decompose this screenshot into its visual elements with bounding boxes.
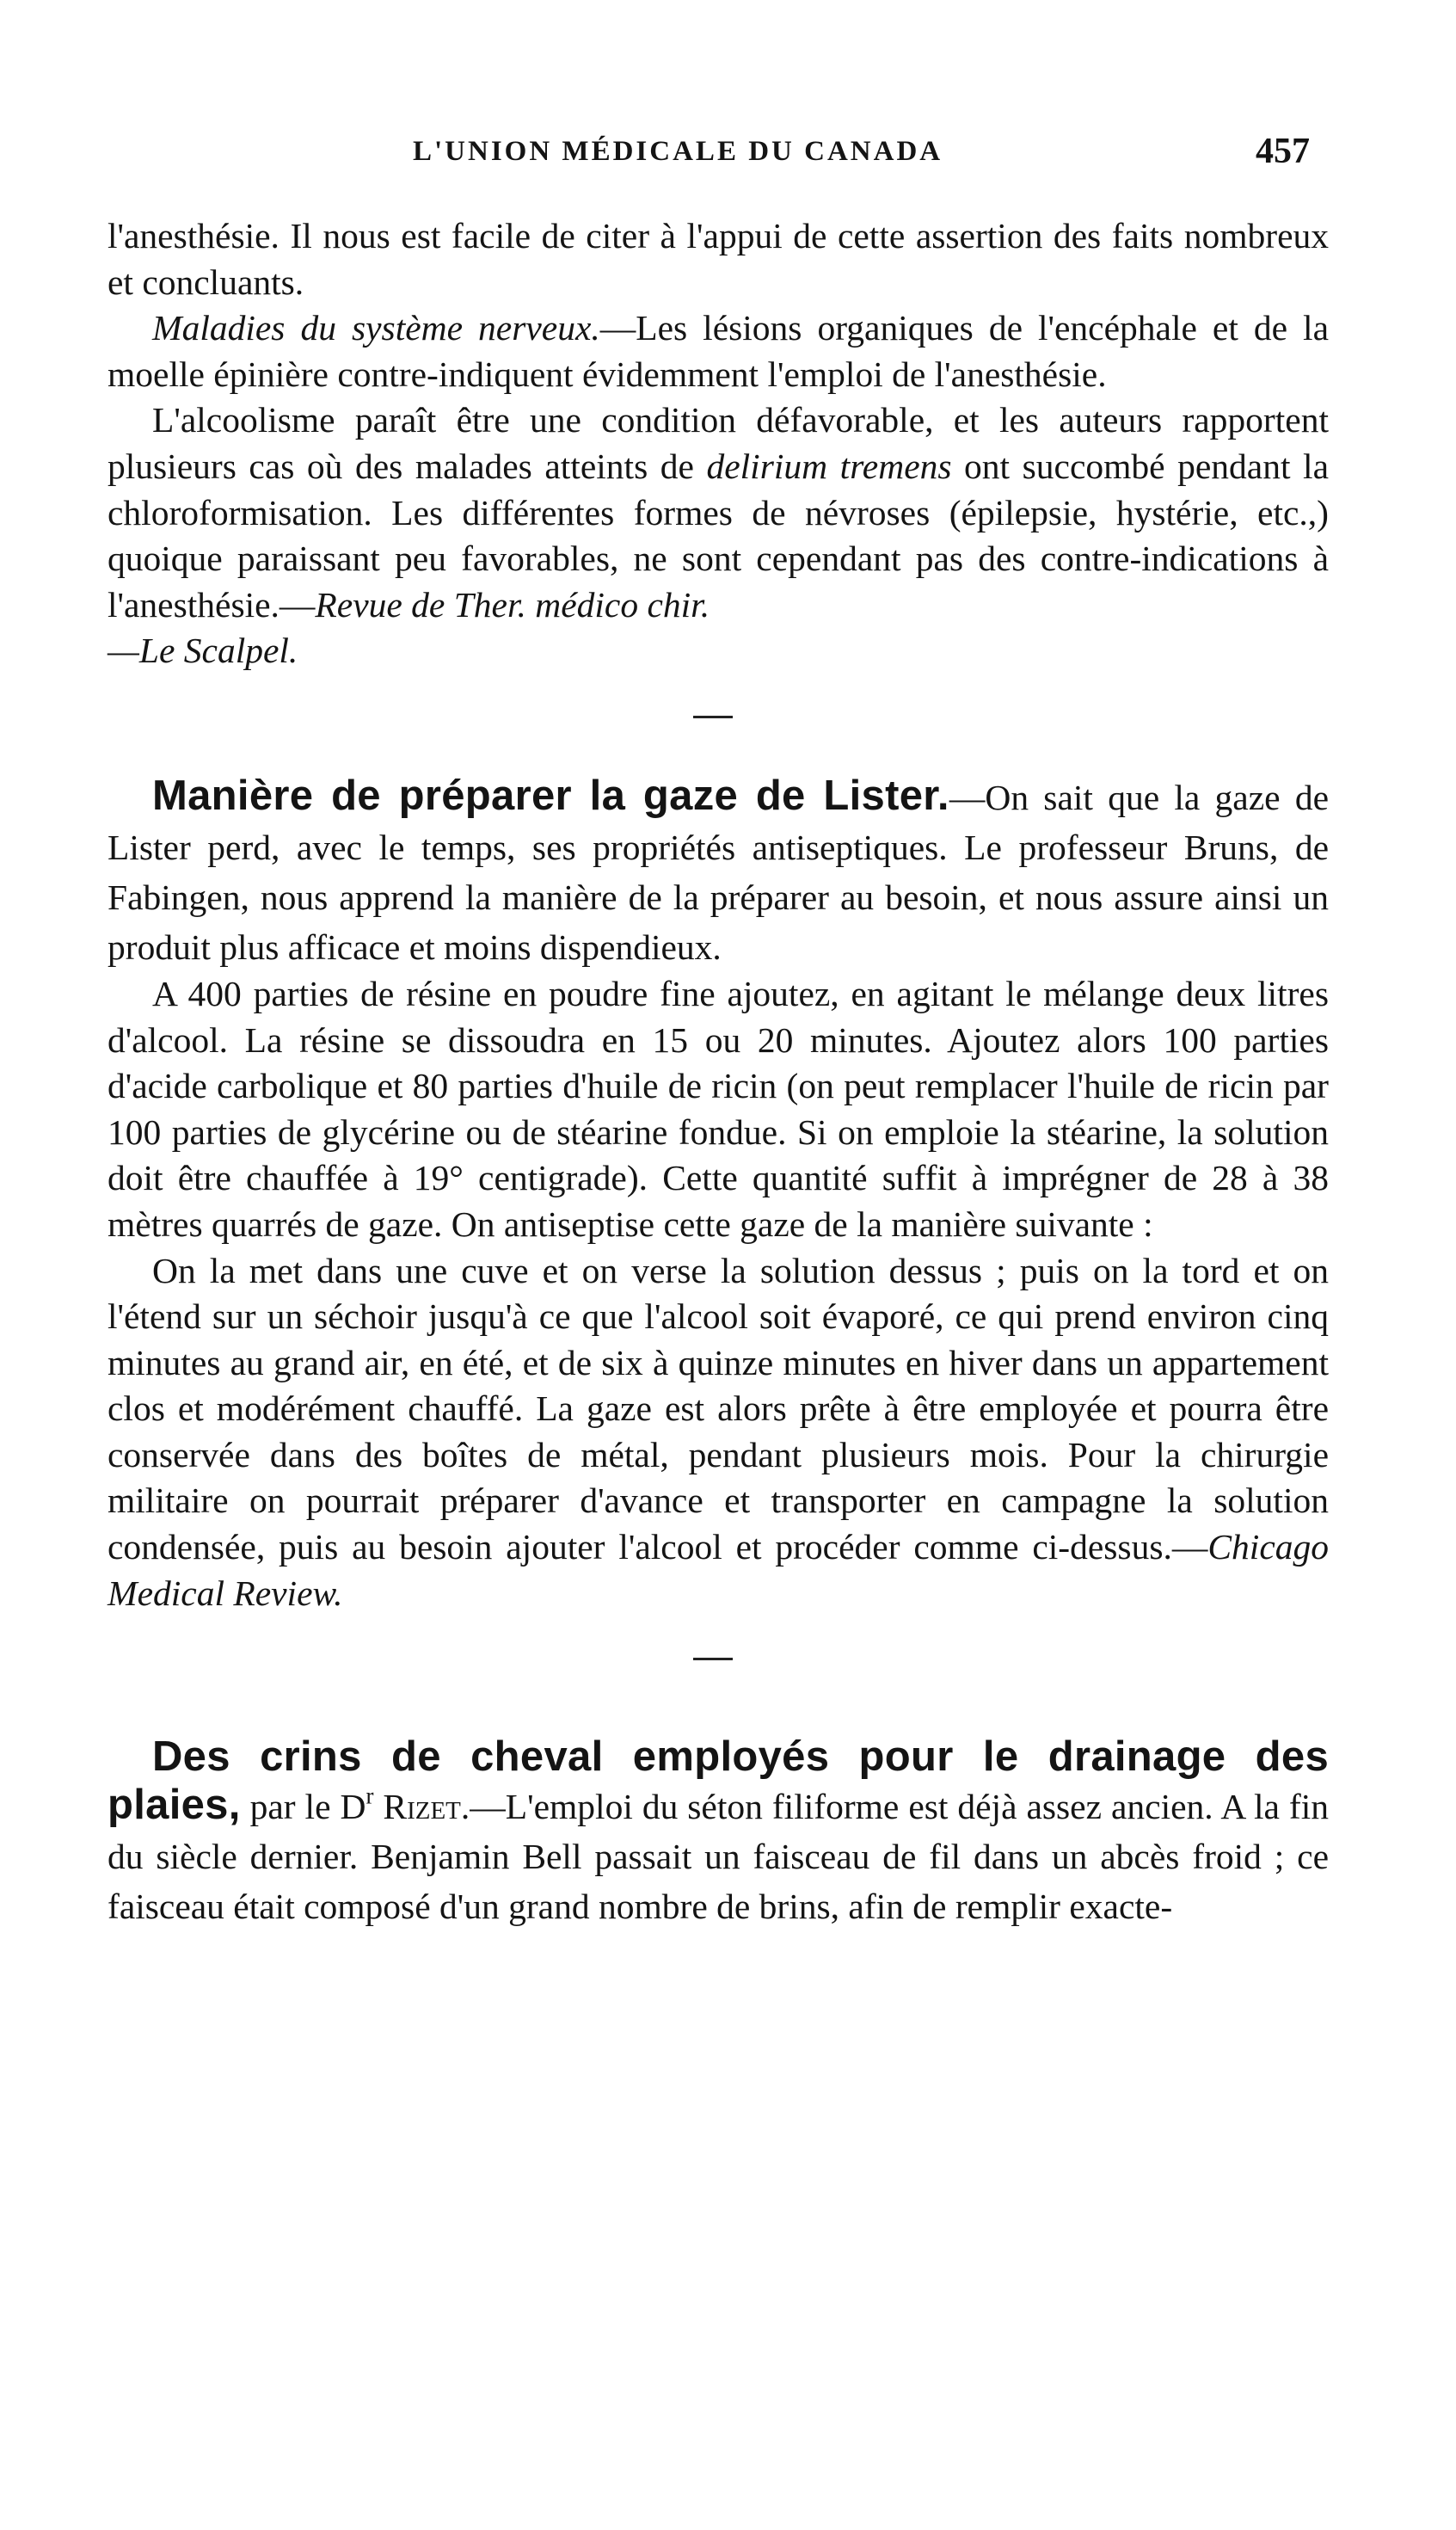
- source-citation: Revue de Ther. médico chir.: [315, 584, 710, 625]
- paragraph: [108, 772, 1329, 971]
- source-citation: —Le Scalpel.: [108, 631, 298, 671]
- paragraph: [108, 397, 1329, 628]
- section-separator: [693, 1658, 733, 1660]
- paragraph-text: L'alcoolisme paraît être une condition défavorable, et les auteurs rapportent plusieurs cas où des malades atteints de: [108, 400, 1329, 486]
- paragraph-text: —Les lésions organiques de l'encéphale et de la moelle épinière contre-indiquent évidemment l'emploi de l'anesthésie.: [108, 308, 1329, 394]
- paragraph: [108, 1248, 1329, 1617]
- article-title: Manière de préparer la gaze de Lister.: [152, 772, 949, 819]
- paragraph-text: ont succombé pendant la chloroformisation. Les différentes formes de névroses (épilepsie, hystérie, etc.,) quoique paraissant peu favorables, ne sont cependant pas des contre-indications à l'anesthésie.—: [108, 446, 1329, 625]
- body-text: [108, 213, 1329, 1930]
- paragraph-text: —On sait que la gaze de Lister perd, avec le temps, ses propriétés antiseptiques. Le professeur Bruns, de Fabingen, nous apprend la manière de la préparer au besoin, et nous assure ainsi un produit plus afficace et moins dispendieux.: [108, 777, 1329, 967]
- running-head: [0, 132, 1456, 188]
- section-separator: [693, 716, 733, 718]
- subsection-title: Maladies du système nerveux.: [152, 308, 600, 348]
- paragraph-text: l'anesthésie. Il nous est facile de citer à l'appui de cette assertion des faits nombreux et concluants.: [108, 216, 1329, 302]
- paragraph-text: A 400 parties de résine en poudre fine ajoutez, en agitant le mélange deux litres d'alcool. La résine se dissoudra en 15 ou 20 minutes. Ajoutez alors 100 parties d'acide carbolique et 80 parties d'huile de ricin (on peut remplacer l'huile de ricin par 100 parties de glycérine ou de stéarine fondue. Si on emploie la stéarine, la solution doit être chauffée à 19° centigrade). Cette quantité suffit à imprégner de 28 à 38 mètres quarrés de gaze. On antiseptise cette gaze de la manière suivante :: [108, 973, 1329, 1244]
- paragraph: [108, 628, 1329, 674]
- paragraph: [108, 213, 1329, 305]
- paragraph-text: On la met dans une cuve et on verse la solution dessus ; puis on la tord et on l'étend sur un séchoir jusqu'à ce que l'alcool soit évaporé, ce qui prend environ cinq minutes au grand air, en été, et de six à quinze minutes en hiver dans un appartement clos et modérément chauffé. La gaze est alors prête à être employée et pourra être conservée dans des boîtes de métal, pendant plusieurs mois. Pour la chirurgie militaire on pourrait préparer d'avance et transporter en campagne la solution condensée, puis au besoin ajouter l'alcool et procéder comme ci-dessus.—: [108, 1250, 1329, 1567]
- paragraph-text: .—L'emploi du séton filiforme est déjà assez ancien. A la fin du siècle dernier. Benjamin Bell passait un faisceau de fil dans un abcès froid ; ce faisceau était composé d'un grand nombre de brins, afin de remplir exacte-: [108, 1787, 1329, 1927]
- paragraph: [108, 1733, 1329, 1930]
- section-anesthesie: [108, 213, 1329, 674]
- paragraph: [108, 971, 1329, 1248]
- author-prefix: par le D: [240, 1787, 366, 1827]
- author-title-sup: r: [366, 1782, 374, 1809]
- running-title: L'UNION MÉDICALE DU CANADA: [413, 136, 943, 167]
- author-name: Rizet: [373, 1787, 461, 1827]
- source-citation: Chicago Medical Review.: [108, 1527, 1329, 1613]
- italic-term: delirium tremens: [706, 446, 952, 486]
- section-crins: [108, 1733, 1329, 1930]
- page-number: 457: [1256, 132, 1310, 171]
- article-title: Des crins de cheval employés pour le drainage des plaies,: [108, 1733, 1329, 1829]
- paragraph: [108, 305, 1329, 397]
- section-lister: [108, 772, 1329, 1616]
